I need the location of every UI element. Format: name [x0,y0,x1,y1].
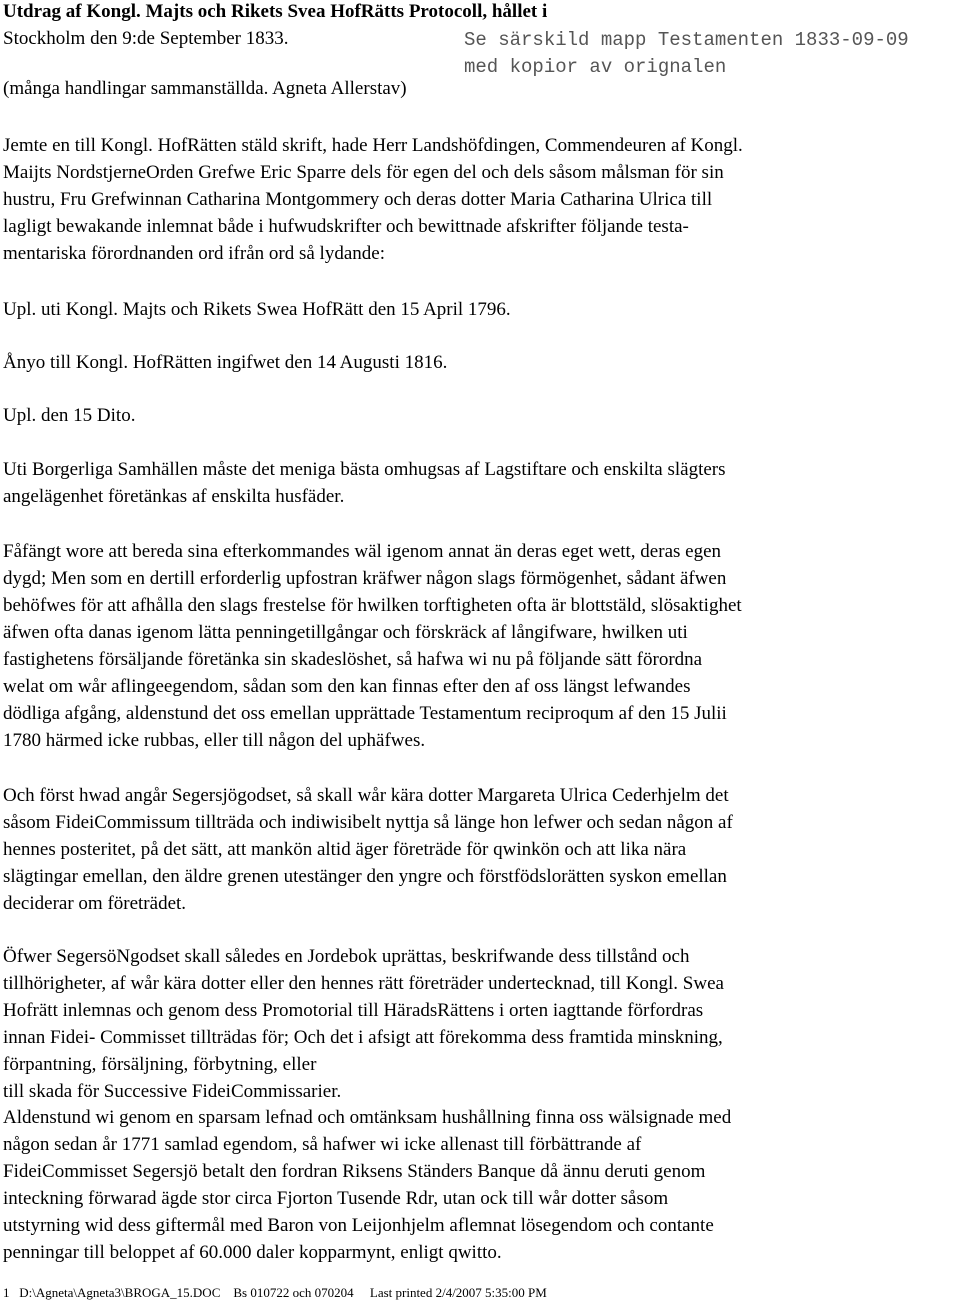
paragraph-line: behöfwes för att afhålla den slags frestelse för hwilken torftigheten ofta är blottstäld, slösaktighet [3,595,742,616]
paragraph-line: FideiCommisset Segersjö betalt den fordran Riksens Ständers Banque då ännu deruti genom [3,1161,706,1182]
compiler-note: (många handlingar sammanställda. Agneta Allerstav) [3,78,407,99]
paragraph-line [3,1051,957,1105]
paragraph-line: inteckning förwarad ägde stor circa Fjorton Tusende Rdr, utan ock till wår dotter såsom [3,1188,669,1209]
document-title-line-2: Stockholm den 9:de September 1833. [3,28,289,49]
paragraph-line: dödliga afgång, aldenstund det oss emellan upprättade Testamentum reciproqum af den 15 Julii [3,703,727,724]
document-title-line-1: Utdrag af Kongl. Majts och Rikets Svea HofRätts Protocoll, hållet i [3,1,548,22]
archive-note-line-2: med kopior av orignalen [464,56,727,78]
paragraph-line: mentariska förordnanden ord ifrån ord så lydande: [3,243,385,264]
paragraph-line: welat om wår aflingeegendom, sådan som den kan finnas efter den af oss längst lefwandes [3,676,691,697]
file-path: D:\Agneta\Agneta3\BROGA_15.DOC [19,1285,221,1300]
paragraph-segersjo [3,782,957,917]
paragraph-savings [3,1104,957,1266]
paragraph-jordebok [3,943,957,1105]
paragraph-line: Hofrätt inlemnas och genom dess Promotorial till HäradsRättens i orten iagttande förfordras [3,1000,704,1021]
page-number: 1 [3,1285,10,1300]
paragraph-line: någon sedan år 1771 samlad egendom, så hafwer wi icke allenast till förbättrande af [3,1134,642,1155]
paragraph-line: 1780 härmed icke rubbas, eller till någon del uphäfwes. [3,730,426,751]
paragraph-line: angelägenhet företänkas af enskilta husfäder. [3,486,345,507]
paragraph-line: slägtingar emellan, den äldre grenen utestänger den yngre och förstfödslorätten syskon emellan [3,866,727,887]
print-timestamp: Last printed 2/4/2007 5:35:00 PM [369,1285,547,1300]
paragraph-line: Maijts NordstjerneOrden Grefwe Eric Sparre dels för egen del och dels såsom målsman för sin [3,162,724,183]
paragraph-line: äfwen ofta danas igenom lätta penningetillgångar och förskräck af långifware, hwilken uti [3,622,688,643]
paragraph-line: innan Fidei- Commisset tillträdas för; Och det i afsigt att förekomma dess framtida minskning, [3,1027,723,1048]
paragraph-reasoning [3,538,957,754]
paragraph-line: deciderar om företrädet. [3,893,187,914]
paragraph-line: Jemte en till Kongl. HofRätten stäld skrift, hade Herr Landshöfdingen, Commendeuren af Kongl. [3,135,743,156]
paragraph-preamble [3,456,957,510]
registration-note-1796: Upl. uti Kongl. Majts och Rikets Swea HofRätt den 15 April 1796. [3,299,511,320]
paragraph-intro [3,132,957,267]
paragraph-fragment: förpantning, försäljning, förbytning, eller [3,1054,317,1075]
paragraph-line: Öfwer SegersöNgodset skall således en Jordebok uprättas, beskrifwande dess tillstånd och [3,946,690,967]
paragraph-line: tillhörigheter, af wår kära dotter eller den hennes rätt företräder undertecknad, till Kongl. Swea [3,973,724,994]
page-footer [3,1285,547,1301]
paragraph-line: lagligt bewakande inlemnat både i hufwudskrifter och bewittnade afskrifter följande testa- [3,216,689,237]
paragraph-line: Aldenstund wi genom en sparsam lefnad och omtänksam hushållning finna oss wälsignade med [3,1107,732,1128]
paragraph-fragment: till skada för Successive FideiCommissarier. [3,1081,342,1102]
paragraph-line: hennes posteritet, på det sätt, att mankön altid äger företräde för qwinkön och att lika nära [3,839,687,860]
paragraph-line: fastighetens försäljande företänka sin skadeslöshet, så hafwa wi nu på följande sätt förordna [3,649,703,670]
paragraph-line: såsom FideiCommissum tillträda och indiwisibelt nyttja så länge hon lefwer och sedan någon af [3,812,733,833]
version-note: Bs 010722 och 070204 [233,1285,354,1300]
paragraph-line: penningar till beloppet af 60.000 daler kopparmynt, enligt qwitto. [3,1242,502,1263]
paragraph-line: hustru, Fru Grefwinnan Catharina Montgommery och deras dotter Maria Catharina Ulrica till [3,189,713,210]
registration-note-dito: Upl. den 15 Dito. [3,405,136,426]
paragraph-line: Och först hwad angår Segersjögodset, så skall wår kära dotter Margareta Ulrica Cederhjelm det [3,785,729,806]
submission-note-1816: Ånyo till Kongl. HofRätten ingifwet den 14 Augusti 1816. [3,352,448,373]
paragraph-line: dygd; Men som en dertill erforderlig upfostran kräfwer någon slags förmögenhet, sådant äfwen [3,568,727,589]
archive-note-line-1: Se särskild mapp Testamenten 1833-09-09 [464,29,909,51]
paragraph-line: utstyrning wid dess giftermål med Baron von Leijonhjelm aflemnat lösegendom och contante [3,1215,714,1236]
paragraph-line: Uti Borgerliga Samhällen måste det meniga bästa omhugsas af Lagstiftare och enskilta slägters [3,459,726,480]
paragraph-line: Fåfängt wore att bereda sina efterkommandes wäl igenom annat än deras eget wett, deras egen [3,541,722,562]
